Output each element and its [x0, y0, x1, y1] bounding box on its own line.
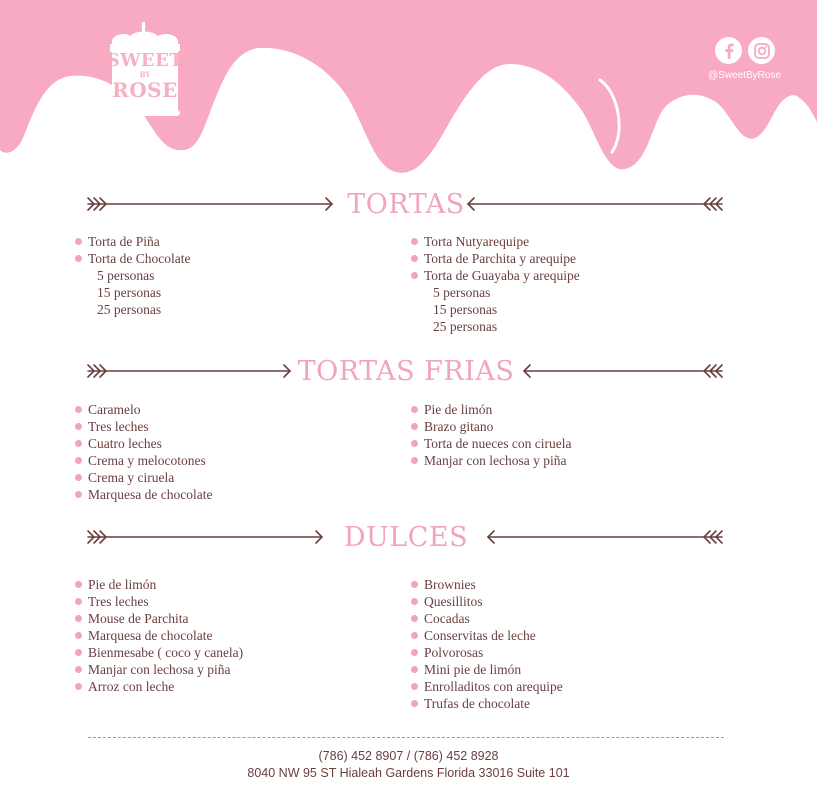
menu-item-label: Mini pie de limón — [424, 662, 522, 677]
menu-item — [76, 469, 212, 486]
menu-item-label: Marquesa de chocolate — [88, 628, 213, 643]
menu-item-label: Torta de Guayaba y arequipe — [424, 268, 580, 283]
bullet-icon — [75, 649, 82, 656]
footer-divider — [88, 737, 724, 738]
bullet-icon — [75, 598, 82, 605]
bullet-icon — [411, 666, 418, 673]
social-handle[interactable]: @SweetByRose — [708, 70, 781, 81]
menu-item — [76, 435, 212, 452]
tortas-left-list — [76, 233, 191, 318]
menu-item — [76, 610, 243, 627]
menu-item-label: Manjar con lechosa y piña — [424, 453, 567, 468]
bullet-icon — [411, 700, 418, 707]
menu-item — [76, 678, 243, 695]
brand-logo — [106, 22, 184, 122]
bullet-icon — [75, 581, 82, 588]
serving-size-option: 5 personas — [433, 285, 491, 300]
serving-size-option: 25 personas — [97, 302, 162, 317]
logo-word-by: BY — [139, 70, 151, 79]
menu-item — [412, 644, 563, 661]
footer-address: 8040 NW 95 ST Hialeah Gardens Florida 33016 Suite 101 — [247, 766, 570, 780]
menu-item-label: Polvorosas — [424, 645, 484, 660]
dulces-right-list — [412, 576, 563, 712]
bullet-icon — [75, 683, 82, 690]
menu-item — [412, 401, 571, 418]
menu-item-label: Crema y ciruela — [88, 470, 175, 485]
menu-item — [76, 250, 191, 267]
menu-item-label: Torta de Chocolate — [88, 251, 191, 266]
bullet-icon — [411, 255, 418, 262]
menu-item-label: Bienmesabe ( coco y canela) — [88, 645, 244, 660]
menu-item — [76, 486, 212, 503]
menu-item-label: Marquesa de chocolate — [88, 487, 213, 502]
menu-item-label: Tres leches — [88, 419, 149, 434]
menu-item-label: Torta de Parchita y arequipe — [424, 251, 576, 266]
menu-item-label: Pie de limón — [424, 402, 493, 417]
menu-item — [412, 418, 571, 435]
bullet-icon — [411, 440, 418, 447]
bullet-icon — [75, 238, 82, 245]
menu-item — [412, 233, 580, 250]
bullet-icon — [75, 255, 82, 262]
tortas-frias-left-list — [76, 401, 212, 503]
section-header-dulces — [86, 523, 726, 553]
logo-word-rose: ROSE — [112, 78, 178, 102]
bullet-icon — [411, 615, 418, 622]
dulces-left-list — [76, 576, 243, 695]
bullet-icon — [75, 491, 82, 498]
menu-item — [412, 695, 563, 712]
menu-item — [412, 610, 563, 627]
facebook-icon[interactable] — [715, 37, 742, 64]
bullet-icon — [411, 632, 418, 639]
menu-item — [76, 576, 243, 593]
menu-item-label: Mouse de Parchita — [88, 611, 189, 626]
bullet-icon — [75, 406, 82, 413]
serving-size-option: 15 personas — [97, 285, 162, 300]
menu-item-label: Enrolladitos con arequipe — [424, 679, 563, 694]
serving-size-option: 25 personas — [433, 319, 498, 334]
menu-item-label: Trufas de chocolate — [424, 696, 530, 711]
menu-item-label: Torta de nueces con ciruela — [424, 436, 572, 451]
section-title: TORTAS FRIAS — [297, 356, 515, 387]
bullet-icon — [411, 238, 418, 245]
serving-size-option: 15 personas — [433, 302, 498, 317]
menu-item-label: Crema y melocotones — [88, 453, 206, 468]
bullet-icon — [411, 423, 418, 430]
menu-item — [76, 418, 212, 435]
bullet-icon — [411, 272, 418, 279]
menu-item — [412, 452, 571, 469]
menu-item-label: Quesillitos — [424, 594, 483, 609]
menu-item — [76, 452, 212, 469]
menu-item-label: Cuatro leches — [88, 436, 162, 451]
menu-item-label: Conservitas de leche — [424, 628, 536, 643]
serving-size-option: 5 personas — [97, 268, 155, 283]
menu-item — [412, 267, 580, 284]
menu-item — [76, 593, 243, 610]
menu-item — [412, 250, 580, 267]
menu-item-label: Pie de limón — [88, 577, 157, 592]
bullet-icon — [75, 457, 82, 464]
menu-item — [412, 576, 563, 593]
menu-item-label: Caramelo — [88, 402, 141, 417]
menu-item — [76, 627, 243, 644]
instagram-icon[interactable] — [748, 37, 775, 64]
logo-word-sweet: SWEET — [106, 50, 184, 71]
section-header-tortas — [86, 190, 726, 220]
menu-item-label: Arroz con leche — [88, 679, 175, 694]
bullet-icon — [75, 666, 82, 673]
tortas-frias-right-list — [412, 401, 571, 469]
bullet-icon — [411, 581, 418, 588]
menu-item — [76, 661, 243, 678]
bullet-icon — [411, 649, 418, 656]
bullet-icon — [75, 423, 82, 430]
menu-item-label: Cocadas — [424, 611, 470, 626]
section-title: TORTAS — [347, 189, 465, 220]
menu-item — [412, 678, 563, 695]
tortas-right-list — [412, 233, 580, 335]
footer-phones[interactable]: (786) 452 8907 / (786) 452 8928 — [318, 749, 499, 763]
menu-item — [76, 401, 212, 418]
bullet-icon — [75, 632, 82, 639]
menu-item-label: Torta Nutyarequipe — [424, 234, 530, 249]
section-header-tortas-frias — [86, 357, 726, 387]
bullet-icon — [411, 598, 418, 605]
menu-item-label: Manjar con lechosa y piña — [88, 662, 231, 677]
menu-item — [412, 661, 563, 678]
menu-item — [412, 627, 563, 644]
menu-item — [412, 435, 571, 452]
menu-item-label: Tres leches — [88, 594, 149, 609]
bullet-icon — [75, 474, 82, 481]
bullet-icon — [75, 615, 82, 622]
bullet-icon — [411, 406, 418, 413]
menu-item-label: Brazo gitano — [424, 419, 494, 434]
bullet-icon — [75, 440, 82, 447]
menu-item — [412, 593, 563, 610]
menu-item-label: Torta de Piña — [88, 234, 160, 249]
menu-item — [76, 233, 191, 250]
bullet-icon — [411, 683, 418, 690]
menu-item — [76, 644, 243, 661]
section-title: DULCES — [343, 522, 469, 553]
menu-item-label: Brownies — [424, 577, 476, 592]
bullet-icon — [411, 457, 418, 464]
